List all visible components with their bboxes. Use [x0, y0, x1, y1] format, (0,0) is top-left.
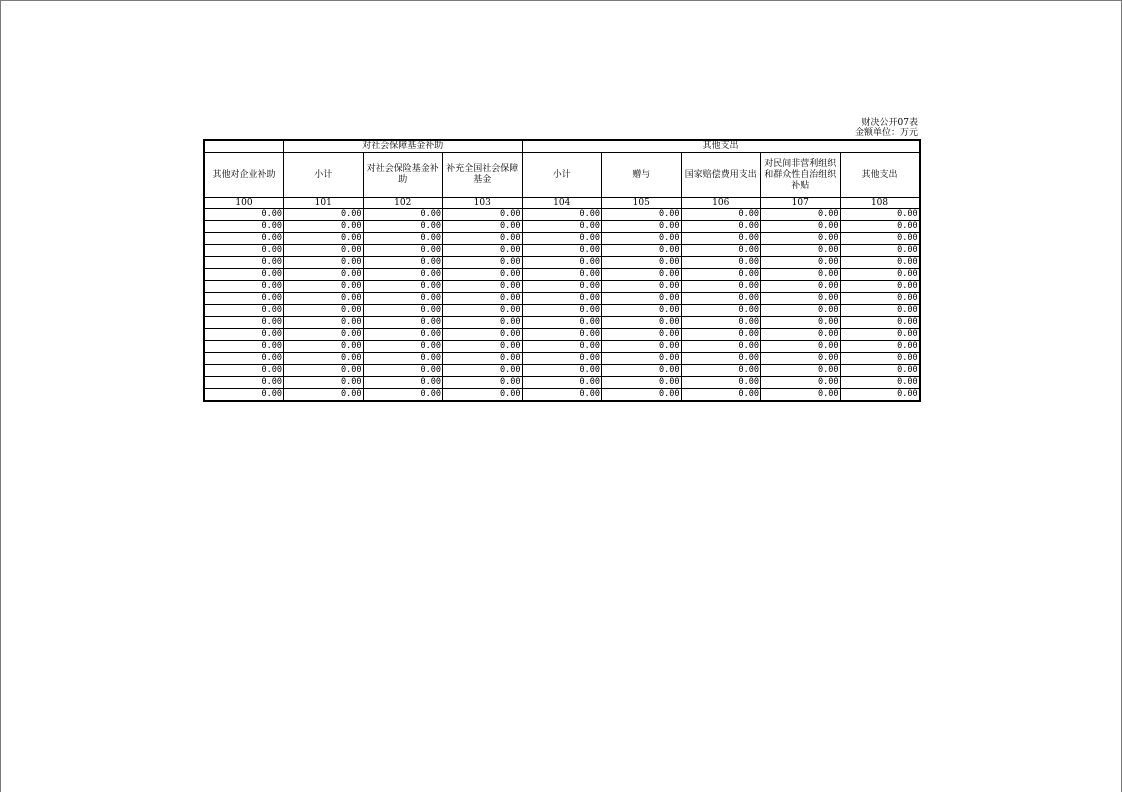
- table-cell: 0.00: [761, 305, 841, 317]
- table-cell: 0.00: [681, 305, 761, 317]
- table-cell: 0.00: [840, 389, 920, 402]
- table-cell: 0.00: [363, 365, 443, 377]
- table-cell: 0.00: [840, 317, 920, 329]
- table-cell: 0.00: [761, 245, 841, 257]
- table-cell: 0.00: [284, 293, 364, 305]
- table-cell: 0.00: [443, 377, 523, 389]
- table-row: [204, 281, 920, 293]
- table-cell: 0.00: [204, 305, 284, 317]
- table-cell: 0.00: [761, 329, 841, 341]
- table-cell: 0.00: [204, 245, 284, 257]
- group-header-blank: [204, 140, 284, 153]
- table-cell: 0.00: [761, 257, 841, 269]
- table-row: [204, 389, 920, 402]
- table-cell: 0.00: [840, 233, 920, 245]
- table-cell: 0.00: [204, 317, 284, 329]
- table-cell: 0.00: [363, 353, 443, 365]
- column-code: 105: [602, 198, 682, 209]
- table-cell: 0.00: [204, 281, 284, 293]
- table-cell: 0.00: [284, 209, 364, 221]
- table-cell: 0.00: [443, 329, 523, 341]
- table-cell: 0.00: [443, 341, 523, 353]
- table-cell: 0.00: [284, 257, 364, 269]
- table-cell: 0.00: [284, 233, 364, 245]
- table-cell: 0.00: [522, 293, 602, 305]
- table-cell: 0.00: [681, 353, 761, 365]
- table-cell: 0.00: [363, 209, 443, 221]
- group-header-row: [204, 140, 920, 153]
- table-cell: 0.00: [204, 353, 284, 365]
- table-cell: 0.00: [443, 353, 523, 365]
- table-row: [204, 209, 920, 221]
- table-cell: 0.00: [840, 245, 920, 257]
- group-header-other-expense: 其他支出: [522, 140, 920, 153]
- column-code: 102: [363, 198, 443, 209]
- table-cell: 0.00: [761, 233, 841, 245]
- table-code: 财决公开07表: [861, 118, 918, 128]
- table-cell: 0.00: [681, 209, 761, 221]
- table-cell: 0.00: [522, 221, 602, 233]
- table-cell: 0.00: [522, 305, 602, 317]
- table-cell: 0.00: [443, 365, 523, 377]
- table-cell: 0.00: [284, 281, 364, 293]
- table-cell: 0.00: [840, 221, 920, 233]
- table-cell: 0.00: [681, 365, 761, 377]
- table-cell: 0.00: [284, 377, 364, 389]
- table-cell: 0.00: [681, 281, 761, 293]
- table-cell: 0.00: [681, 233, 761, 245]
- amount-unit: 金额单位：万元: [854, 128, 918, 138]
- table-cell: 0.00: [840, 305, 920, 317]
- table-cell: 0.00: [522, 269, 602, 281]
- table-cell: 0.00: [363, 221, 443, 233]
- column-header: 补充全国社会保障基金: [443, 153, 523, 198]
- table-cell: 0.00: [840, 365, 920, 377]
- table-cell: 0.00: [761, 317, 841, 329]
- table-row: [204, 293, 920, 305]
- table-cell: 0.00: [602, 293, 682, 305]
- table-cell: 0.00: [761, 269, 841, 281]
- table-cell: 0.00: [363, 233, 443, 245]
- table-cell: 0.00: [681, 293, 761, 305]
- expense-report-table: [203, 139, 921, 402]
- table-cell: 0.00: [443, 257, 523, 269]
- table-row: [204, 365, 920, 377]
- column-header-row: [204, 153, 920, 198]
- table-cell: 0.00: [602, 209, 682, 221]
- table-cell: 0.00: [363, 257, 443, 269]
- column-header: 赠与: [602, 153, 682, 198]
- table-cell: 0.00: [363, 329, 443, 341]
- table-cell: 0.00: [363, 317, 443, 329]
- column-code: 108: [840, 198, 920, 209]
- table-row: [204, 233, 920, 245]
- table-cell: 0.00: [602, 305, 682, 317]
- table-cell: 0.00: [204, 257, 284, 269]
- table-cell: 0.00: [284, 365, 364, 377]
- table-cell: 0.00: [204, 269, 284, 281]
- table-row: [204, 317, 920, 329]
- table-cell: 0.00: [284, 329, 364, 341]
- table-cell: 0.00: [443, 221, 523, 233]
- table-cell: 0.00: [284, 353, 364, 365]
- table-cell: 0.00: [443, 269, 523, 281]
- table-cell: 0.00: [363, 281, 443, 293]
- table-cell: 0.00: [443, 389, 523, 402]
- table-row: [204, 257, 920, 269]
- table-row: [204, 377, 920, 389]
- table-cell: 0.00: [204, 329, 284, 341]
- table-cell: 0.00: [443, 245, 523, 257]
- table-row: [204, 269, 920, 281]
- table-cell: 0.00: [761, 389, 841, 402]
- table-cell: 0.00: [761, 377, 841, 389]
- table-cell: 0.00: [443, 317, 523, 329]
- table-cell: 0.00: [681, 389, 761, 402]
- table-cell: 0.00: [602, 377, 682, 389]
- table-cell: 0.00: [284, 317, 364, 329]
- column-code: 100: [204, 198, 284, 209]
- table-cell: 0.00: [443, 293, 523, 305]
- column-header: 其他支出: [840, 153, 920, 198]
- table-cell: 0.00: [443, 281, 523, 293]
- table-cell: 0.00: [761, 281, 841, 293]
- table-cell: 0.00: [363, 341, 443, 353]
- table-cell: 0.00: [363, 377, 443, 389]
- table-cell: 0.00: [602, 389, 682, 402]
- table-cell: 0.00: [602, 341, 682, 353]
- table-cell: 0.00: [204, 293, 284, 305]
- table-cell: 0.00: [522, 281, 602, 293]
- table-cell: 0.00: [363, 389, 443, 402]
- table-cell: 0.00: [840, 353, 920, 365]
- table-cell: 0.00: [522, 365, 602, 377]
- table-cell: 0.00: [602, 233, 682, 245]
- column-header: 国家赔偿费用支出: [681, 153, 761, 198]
- table-cell: 0.00: [681, 341, 761, 353]
- column-header: 对民间非营利组织和群众性自治组织补贴: [761, 153, 841, 198]
- table-cell: 0.00: [363, 305, 443, 317]
- table-cell: 0.00: [602, 221, 682, 233]
- table-cell: 0.00: [602, 281, 682, 293]
- table-cell: 0.00: [363, 269, 443, 281]
- table-row: [204, 221, 920, 233]
- table-cell: 0.00: [284, 269, 364, 281]
- table-cell: 0.00: [443, 305, 523, 317]
- table-cell: 0.00: [602, 365, 682, 377]
- table-cell: 0.00: [681, 221, 761, 233]
- table-cell: 0.00: [284, 341, 364, 353]
- table-cell: 0.00: [522, 257, 602, 269]
- table-cell: 0.00: [761, 365, 841, 377]
- table-cell: 0.00: [602, 257, 682, 269]
- table-cell: 0.00: [522, 389, 602, 402]
- table-cell: 0.00: [204, 365, 284, 377]
- table-cell: 0.00: [522, 233, 602, 245]
- table-row: [204, 329, 920, 341]
- table-cell: 0.00: [761, 353, 841, 365]
- table-cell: 0.00: [840, 341, 920, 353]
- table-cell: 0.00: [443, 233, 523, 245]
- column-header: 对社会保险基金补助: [363, 153, 443, 198]
- table-cell: 0.00: [443, 209, 523, 221]
- table-cell: 0.00: [204, 233, 284, 245]
- table-cell: 0.00: [840, 329, 920, 341]
- table-cell: 0.00: [840, 281, 920, 293]
- table-row: [204, 353, 920, 365]
- table-cell: 0.00: [204, 209, 284, 221]
- table-cell: 0.00: [602, 329, 682, 341]
- table-cell: 0.00: [681, 245, 761, 257]
- column-header: 小计: [522, 153, 602, 198]
- table-cell: 0.00: [522, 317, 602, 329]
- table-cell: 0.00: [204, 377, 284, 389]
- table-cell: 0.00: [602, 245, 682, 257]
- table-cell: 0.00: [522, 341, 602, 353]
- table-cell: 0.00: [363, 245, 443, 257]
- table-cell: 0.00: [761, 209, 841, 221]
- table-cell: 0.00: [204, 341, 284, 353]
- table-cell: 0.00: [284, 245, 364, 257]
- table-cell: 0.00: [681, 269, 761, 281]
- table-cell: 0.00: [204, 389, 284, 402]
- column-code: 103: [443, 198, 523, 209]
- table-cell: 0.00: [602, 269, 682, 281]
- table-cell: 0.00: [761, 341, 841, 353]
- table-cell: 0.00: [602, 353, 682, 365]
- table-row: [204, 305, 920, 317]
- column-code-row: [204, 198, 920, 209]
- column-code: 106: [681, 198, 761, 209]
- table-cell: 0.00: [840, 257, 920, 269]
- column-header: 其他对企业补助: [204, 153, 284, 198]
- table-cell: 0.00: [522, 353, 602, 365]
- table-cell: 0.00: [840, 269, 920, 281]
- table-cell: 0.00: [363, 293, 443, 305]
- column-code: 107: [761, 198, 841, 209]
- column-code: 104: [522, 198, 602, 209]
- table-row: [204, 245, 920, 257]
- group-header-social-security: 对社会保障基金补助: [284, 140, 523, 153]
- table-cell: 0.00: [204, 221, 284, 233]
- table-cell: 0.00: [761, 293, 841, 305]
- table-cell: 0.00: [284, 221, 364, 233]
- table-cell: 0.00: [602, 317, 682, 329]
- table-cell: 0.00: [284, 305, 364, 317]
- table-body: [204, 209, 920, 402]
- table-cell: 0.00: [522, 377, 602, 389]
- column-code: 101: [284, 198, 364, 209]
- table-cell: 0.00: [761, 221, 841, 233]
- table-cell: 0.00: [840, 293, 920, 305]
- table-cell: 0.00: [284, 389, 364, 402]
- table-cell: 0.00: [522, 209, 602, 221]
- table-cell: 0.00: [522, 329, 602, 341]
- table-cell: 0.00: [681, 329, 761, 341]
- table-cell: 0.00: [522, 245, 602, 257]
- table-cell: 0.00: [840, 377, 920, 389]
- table-cell: 0.00: [681, 317, 761, 329]
- table-cell: 0.00: [840, 209, 920, 221]
- column-header: 小计: [284, 153, 364, 198]
- table-cell: 0.00: [681, 377, 761, 389]
- table-row: [204, 341, 920, 353]
- table-cell: 0.00: [681, 257, 761, 269]
